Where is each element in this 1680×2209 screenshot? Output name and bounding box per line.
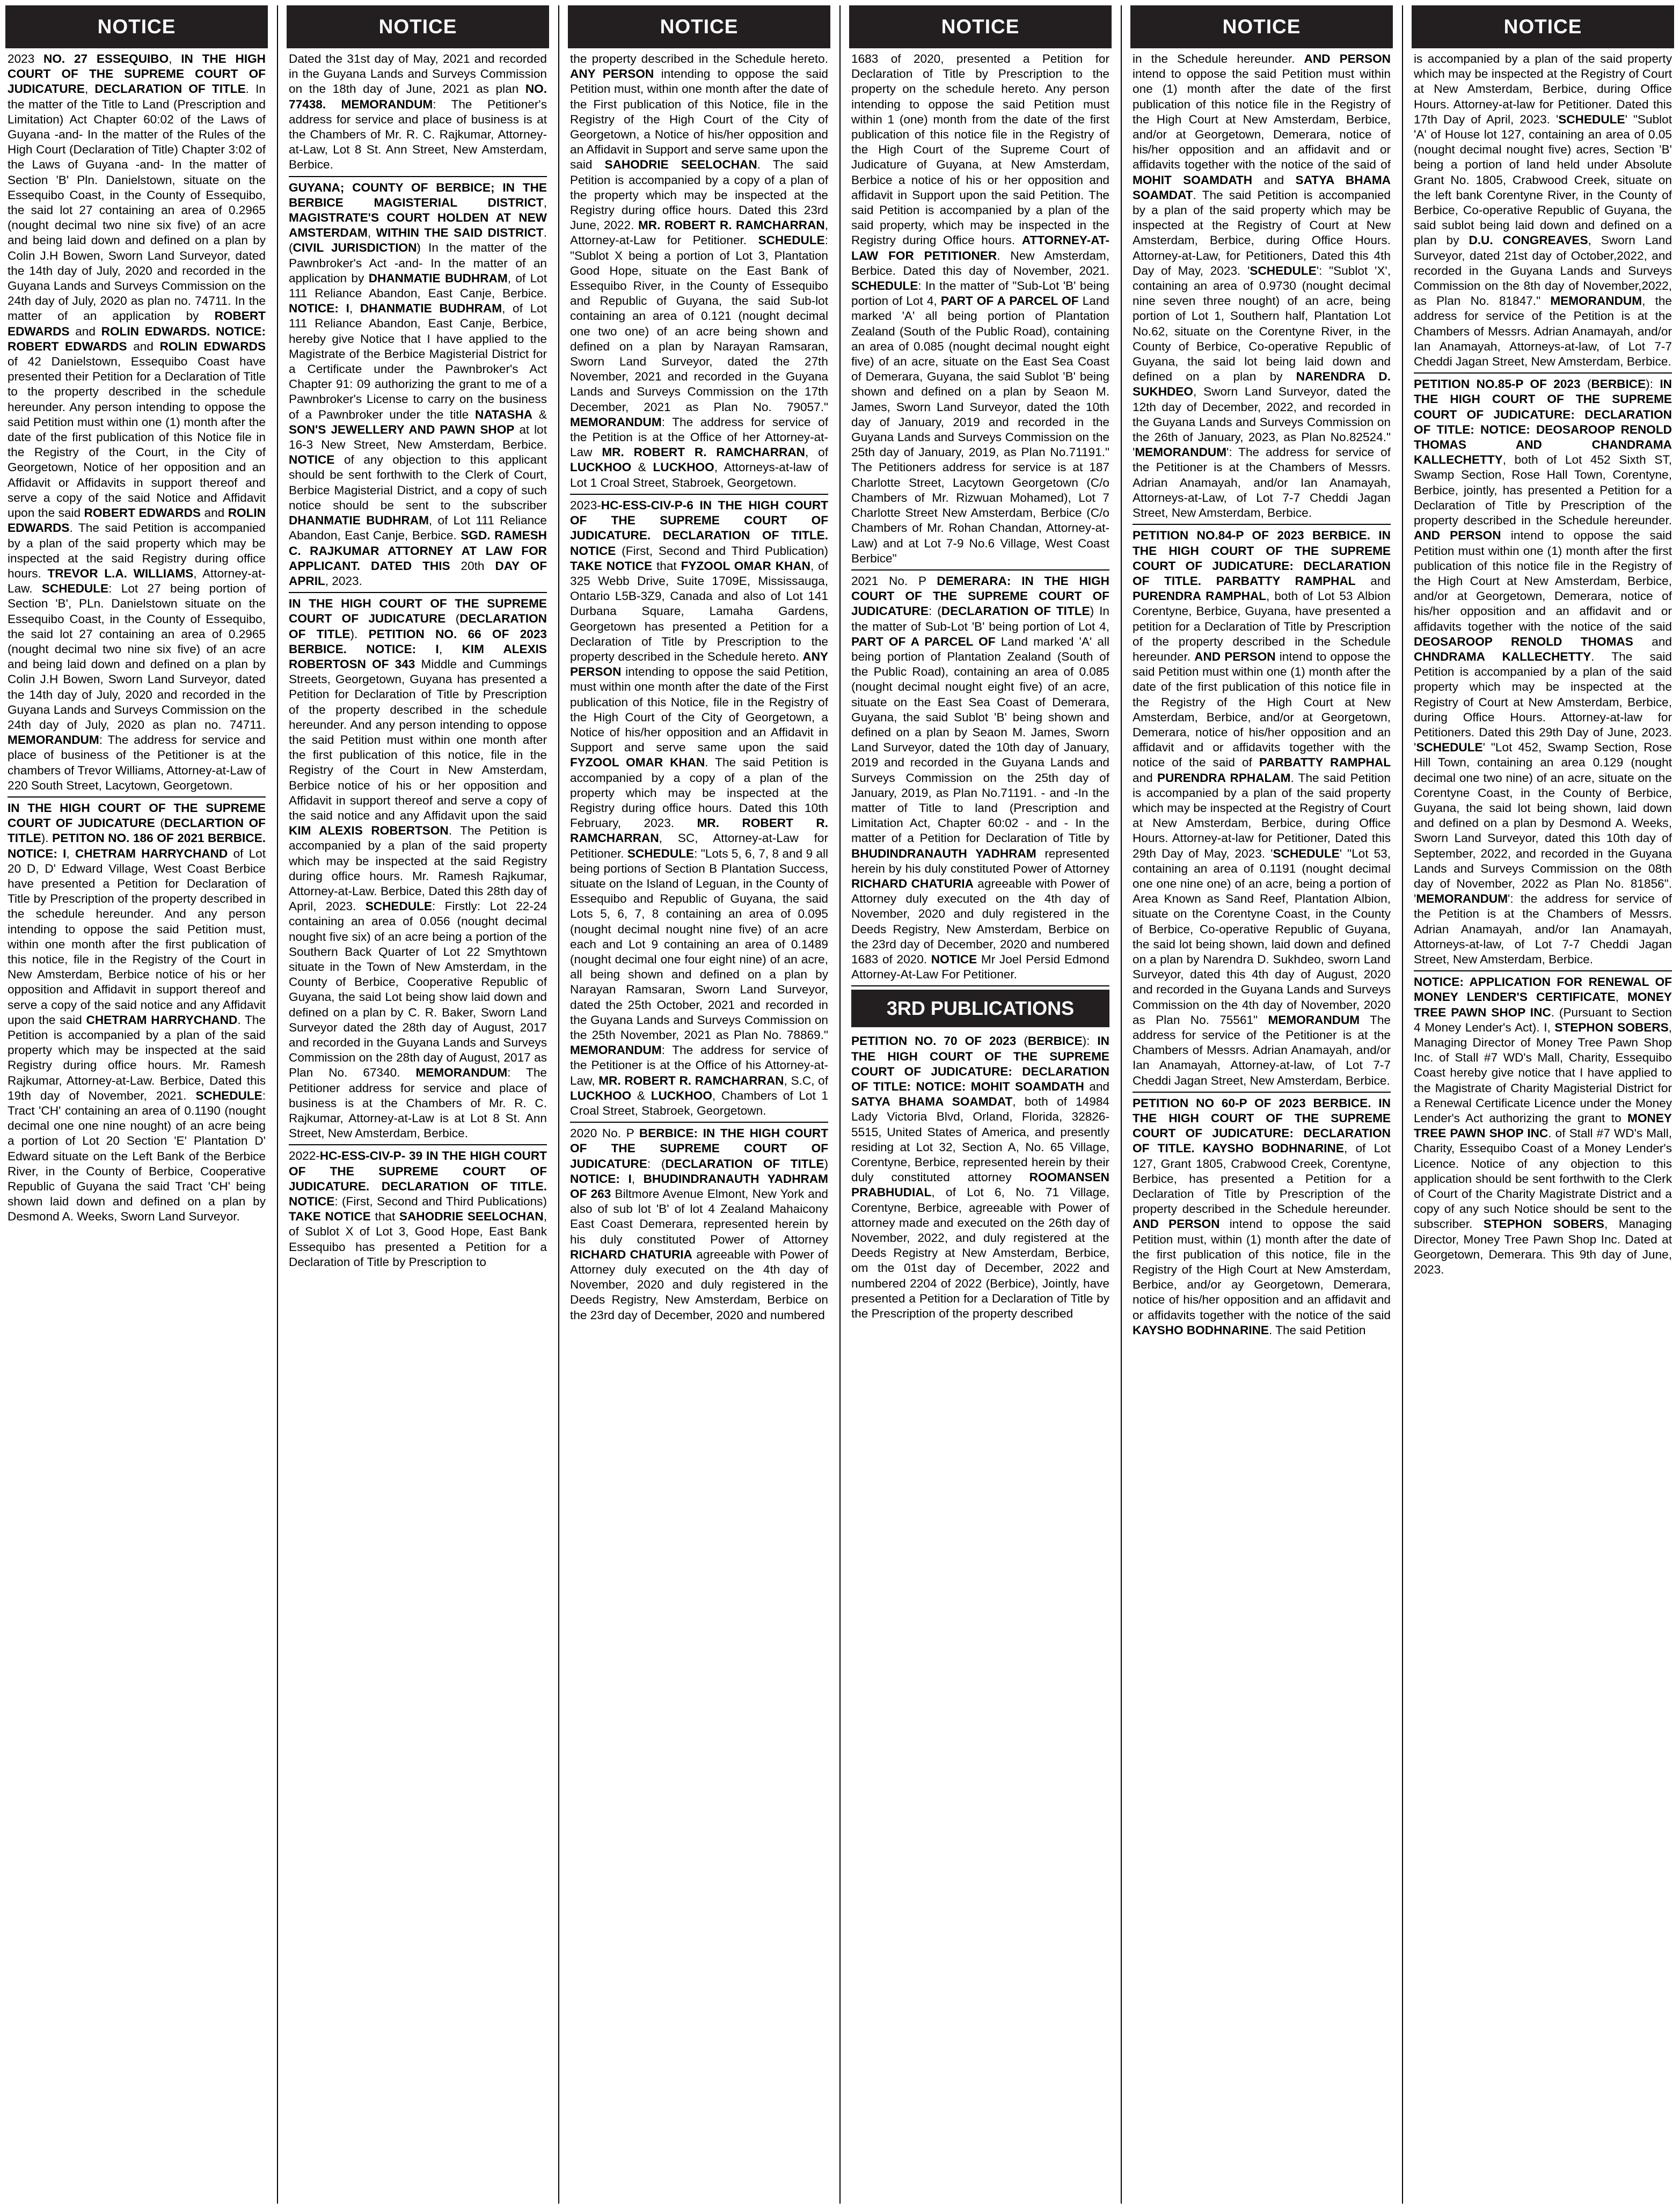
column-header: NOTICE (1130, 5, 1393, 48)
column-header: NOTICE (849, 5, 1112, 48)
legal-notice: 2023-HC-ESS-CIV-P-6 IN THE HIGH COURT OF THE SUPREME COURT OF JUDICATURE. DECLARATION OF TITLE. NOTICE (First, Second and Third Publication) TAKE NOTICE that FYZOOL OMAR KHAN, of 325 Webb Drive, Suite 1709E, Mississauga, Ontario L5B-3Z9, Canada and also of Lot 141 Durbana Square, Lamaha Gardens, Georgetown has presented a Petition for a Declaration of Title by Prescription to the property described in the Schedule hereto. ANY PERSON intending to oppose the said Petition, must within one month after the date of the First publication of this Notice, file in the Registry of the High Court of the City of Georgetown, a Notice of his/her opposition and an Affidavit in Support and serve same upon the said FYZOOL OMAR KHAN. The said Petition is accompanied by a copy of a plan of the property which may be inspected at the Registry during office hours. Dated this 10th February, 2023. MR. ROBERT R. RAMCHARRAN, SC, Attorney-at-Law for Petitioner. SCHEDULE: "Lots 5, 6, 7, 8 and 9 all being portions of Section B Plantation Success, situate on the Island of Leguan, in the County of Essequibo and Republic of Guyana, the said Lots 5, 6, 7, 8 containing an area of 0.095 (nought decimal nought nine five) of an acre each and Lot 9 containing an area of 0.1489 (nought decimal one four eight nine) of an acre, all being shown and defined on a plan by Narayan Ramsaran, Sworn Land Surveyor, dated the 25th October, 2021 and recorded in the Guyana Lands and Surveys Commission on the 25th November, 2021 as Plan No. 78869." MEMORANDUM: The address for service of the Petitioner is at the Office of his Attorney-at-Law, MR. ROBERT R. RAMCHARRAN, S.C, of LUCKHOO & LUCKHOO, Chambers of Lot 1 Croal Street, Stabroek, Georgetown. (570, 495, 828, 1123)
legal-notice: GUYANA; COUNTY OF BERBICE; IN THE BERBICE MAGISTERIAL DISTRICT, MAGISTRATE'S COURT HOLDEN AT NEW AMSTERDAM, WITHIN THE SAID DISTRICT. (CIVIL JURISDICTION) In the matter of the Pawnbroker's Act -and- In the matter of an application by DHANMATIE BUDHRAM, of Lot 111 Reliance Abandon, East Canje, Berbice. NOTICE: I, DHANMATIE BUDHRAM, of Lot 111 Reliance Abandon, East Canje, Berbice, hereby give Notice that I have applied to the Magistrate of the Berbice Magisterial District for a Certificate under the Pawnbroker's Act Chapter 91: 09 authorizing the grant to me of a Pawnbroker's License to carry on the business of a Pawnbroker under the title NATASHA & SON'S JEWELLERY AND PAWN SHOP at lot 16-3 New Street, New Amsterdam, Berbice. NOTICE of any objection to this applicant should be sent forthwith to the Clerk of Court, Berbice Magisterial District, and a copy of such notice should be sent to the subscriber DHANMATIE BUDHRAM, of Lot 111 Reliance Abandon, East Canje, Berbice. SGD. RAMESH C. RAJKUMAR ATTORNEY AT LAW FOR APPLICANT. DATED THIS 20th DAY OF APRIL, 2023. (289, 177, 547, 593)
legal-notice: IN THE HIGH COURT OF THE SUPREME COURT OF JUDICATURE (DECLARATION OF TITLE). PETITION NO. 66 OF 2023 BERBICE. NOTICE: I, KIM ALEXIS ROBERTOSN OF 343 Middle and Cummings Streets, Georgetown, Guyana has presented a Petition for Declaration of Title by Prescription of the property described in the schedule hereunder. And any person intending to oppose the said Petition must within one month after the first publication of this notice, file in the Registry of the Court in New Amsterdam, Berbice notice of his or her opposition and Affidavit in support thereof and serve a copy of the said notice and any Affidavit upon the said KIM ALEXIS ROBERTSON. The Petition is accompanied by a plan of the said property which may be inspected at the said Registry during office hours. Mr. Ramesh Rajkumar, Attorney-at-Law. Berbice, Dated this 28th day of April, 2023. SCHEDULE: Firstly: Lot 22-24 containing an area of 0.056 (nought decimal nought five six) of an acre being a portion of the Southern Back Quarter of Lot 22 Smythtown situate in the Town of New Amsterdam, in the County of Berbice, Cooperative Republic of Guyana, the said Lot being show laid down and defined on a plan by C. R. Baker, Sworn Land Surveyor dated the 28th day of August, 2017 and recorded in the Guyana Lands and Surveys Commission on the 28th day of August, 2017 as Plan No. 67340. MEMORANDUM: The Petitioner address for service and place of business is at the Chambers of Mr. R. C. Rajkumar, Attorney-at-Law is at Lot 8 St. Ann Street, New Amsterdam, Berbice. (289, 593, 547, 1145)
column-body (5, 48, 268, 1228)
column-divider (558, 5, 559, 2204)
legal-notice: is accompanied by a plan of the said property which may be inspected at the Registry of Court at New Amsterdam, Berbice, during Office Hours. Attorney-at-law for Petitioner. Dated this 17th Day of April, 2023. 'SCHEDULE' "Sublot 'A' of House lot 127, containing an area of 0.05 (nought decimal nought five) acres, Section 'B' being a portion of land held under Absolute Grant No. 1805, Crabwood Creek, situate on the left bank Corentyne River, in the County of Berbice, Co-operative Republic of Guyana, the said sublot being laid down and defined on a plan by D.U. CONGREAVES, Sworn Land Surveyor, dated 21st day of October,2022, and recorded in the Guyana Lands and Surveys Commission on the 8th day of November,2022, as Plan No. 81847." MEMORANDUM, the address for service of the Petition is at the Chambers of Messrs. Adrian Anamayah, and/or Ian Anamayah, Attorneys-at-law, of Lot 7-7 Cheddi Jagan Street, New Amsterdam, Berbice. (1414, 48, 1672, 374)
column-header: NOTICE (1412, 5, 1674, 48)
legal-notice: PETITION NO.85-P OF 2023 (BERBICE): IN THE HIGH COURT OF THE SUPREME COURT OF JUDICATURE: DECLARATION OF TITLE: NOTICE: DEOSAROOP RENOLD THOMAS AND CHANDRAMA KALLECHETTY, both of Lot 452 Sixth ST, Swamp Section, Rose Hall Town, Corentyne, Berbice, jointly, has presented a Petition for a Declaration of Title by Prescription of the property described in the Schedule hereunder. AND PERSON intend to oppose the said Petition must within one (1) month after the first publication of this notice file in the Registry of the High Court at New Amsterdam, Berbice, and/or at Georgetown, Demerara, notice of his/her opposition and an affidavit and or affidavits together with the notice of the said DEOSAROOP RENOLD THOMAS and CHNDRAMA KALLECHETTY. The said Petition is accompanied by a plan of the said property which may be inspected at the Registry of Court at New Amsterdam, Berbice, during Office Hours. Attorney-at-law for Petitioners. Dated this 29th Day of June, 2023. 'SCHEDULE' "Lot 452, Swamp Section, Rose Hill Town, containing an area 0.129 (nought decimal one two nine) of an acre, situate on the Corentyne Coast, in the County of Berbice, Guyana, the said lot being shown, laid down and defined on a plan by Desmond A. Weeks, Sworn Land Surveyor, dated this 10th day of September, 2022, and recorded in the Guyana Lands and Surveys Commission on the 08th day of November, 2022 as Plan No. 81856". 'MEMORANDUM': the address for service of the Petition is at the Chambers of Messrs. Adrian Anamayah, and/or Ian Anamayah, Attorneys-at-law, of Lot 7-7 Cheddi Jagan Street, New Amsterdam, Berbice. (1414, 374, 1672, 971)
legal-notice: 2023 NO. 27 ESSEQUIBO, IN THE HIGH COURT OF THE SUPREME COURT OF JUDICATURE, DECLARATION OF TITLE. In the matter of the Title to Land (Prescription and Limitation) Act Chapter 60:02 of the Laws of Guyana -and- In the matter of the Rules of the High Court (Declaration of Title) Chapter 3:02 of the Laws of Guyana -and- In the matter of Section 'B' Pln. Danielstown, situate on the Essequibo Coast, in the County of Essequibo, the said lot 27 containing an area of 0.2965 (nought decimal two nine six five) of an acre and being laid down and defined on a plan by Colin J.H Bowen, Sworn Land Surveyor, dated the 14th day of July, 2020 and recorded in the Guyana Lands and Surveys Commission on the 24th day of July, 2020 as plan no. 74711. In the matter of an application by ROBERT EDWARDS and ROLIN EDWARDS. NOTICE: ROBERT EDWARDS and ROLIN EDWARDS of 42 Danielstown, Essequibo Coast have presented their Petition for a Declaration of Title to the property described in the schedule hereunder. Any person intending to oppose the said Petition must within one (1) month after the date of the first publication of this Notice file in the Registry of the Court, in the City of Georgetown, Notice of her opposition and an Affidavit or Affidavits in support thereof and serve a copy of the said Notice and Affidavit upon the said ROBERT EDWARDS and ROLIN EDWARDS. The said Petition is accompanied by a plan of the said property which may be inspected at the said Registry during office hours. TREVOR L.A. WILLIAMS, Attorney-at-Law. SCHEDULE: Lot 27 being portion of Section 'B', PLn. Danielstown situate on the Essequibo Coast, in the County of Essequibo, the said lot 27 containing an area of 0.2965 (nought decimal two nine six five) of an acre and being laid down and defined on a plan by Colin J.H Bowen, Sworn Land Surveyor, dated the 14th day of July, 2020 and recorded in the Guyana Lands and Surveys Commission on the 24th day of July, 2020 as plan no. 74711. MEMORANDUM: The address for service and place of business of the Petitioner is at the chambers of Trevor Williams, Attorney-at-Law of 220 South Street, Lacytown, Georgetown. (8, 48, 266, 798)
legal-notice: 2021 No. P DEMERARA: IN THE HIGH COURT OF THE SUPREME COURT OF JUDICATURE: (DECLARATION OF TITLE) In the matter of Sub-Lot 'B' being portion of Lot 4, PART OF A PARCEL OF Land marked 'A' all being portion of Plantation Zealand (South of the Public Road), containing an area of 0.085 (nought decimal nought eight five) of an acre, situate on the East Sea Coast of Demerara, Guyana, the said Sublot 'B' being shown and defined on a plan by Seaon M. James, Sworn Land Surveyor, dated the 10th day of January, 2019 and recorded in the Guyana Lands and Surveys Commission on the 25th day of January, 2019, as Plan No.71191. - and -In the matter of Title to land (Prescription and Limitation Act, Chapter 60:02 - and - In the matter of a Petition for Declaration of Title by BHUDINDRANAUTH YADHRAM represented herein by his duly constituted Power of Attorney RICHARD CHATURIA agreeable with Power of Attorney duly executed on the 4th day of November, 2020 and duly registered in the Deeds Registry, New Amsterdam, Berbice on the 23rd day of December, 2020 and numbered 1683 of 2020. NOTICE Mr Joel Persid Edmond Attorney-At-Law For Petitioner. (851, 570, 1109, 986)
column-header: NOTICE (5, 5, 268, 48)
legal-notice: PETITION NO 60-P OF 2023 BERBICE. IN THE HIGH COURT OF THE SUPREME COURT OF JUDICATURE: DECLARATION OF TITLE. KAYSHO BODHNARINE, of Lot 127, Grant 1805, Crabwood Creek, Corentyne, Berbice, has presented a Petition for a Declaration of Title by Prescription of the property described in the Schedule hereunder. AND PERSON intend to oppose the said Petition must, within (1) month after the date of the first publication of this notice, file in the Registry of the High Court at New Amsterdam, Berbice, and/or ay Georgetown, Demerara, notice of his/her opposition and an affidavit and or affidavits together with the notice of the said KAYSHO BODHNARINE. The said Petition (1133, 1096, 1391, 1337)
notice-column (568, 5, 830, 2204)
column-divider (277, 5, 278, 2204)
column-divider (1121, 5, 1122, 2204)
column-divider (839, 5, 841, 2204)
legal-notice: PETITION NO.84-P OF 2023 BERBICE. IN THE HIGH COURT OF THE SUPREME COURT OF JUDICATURE: DECLARATION OF TITLE. PARBATTY RAMPHAL and PURENDRA RAMPHAL, both of Lot 53 Albion Corentyne, Berbice, Guyana, have presented a petition for a Declaration of Title by Prescription of the property described in the Schedule hereunder. AND PERSON intend to oppose the said Petition must within one (1) month after the date of the first publication of this notice file in the Registry of the High Court at New Amsterdam, Berbice, and/or at Georgetown, Demerara, notice of his/her opposition and an affidavit and or affidavits together with the notice of the said of PARBATTY RAMPHAL and PURENDRA RPHALAM. The said Petition is accompanied by a plan of the said property which may be inspected at the Registry of Court at New Amsterdam, Berbice, during Office Hours. Attorney-at-law for Petitioner, Dated this 29th Day of May, 2023. 'SCHEDULE' "Lot 53, containing an area of 0.1191 (nought decimal one one nine one) of an acre, being a portion of Area Known as Sand Reef, Plantation Albion, situate on the Corentyne Coast, in the County of Berbice, Co-operative Republic of Guyana, the said lot being shown, laid down and defined on a plan by Narendra D. Sukhdeo, sworn Land Surveyor, dated this 4th day of August, 2020 and recorded in the Guyana Lands and Surveys Commission on the 4th day of November, 2020 as Plan No. 75561" MEMORANDUM The address for service of the Petitioner is at the Chambers of Messrs. Adrian Anamayah, and/or Ian Anamayah, Attorney-at-law, of Lot 7-7 Cheddi Jagan Street, New Amsterdam, Berbice. (1133, 525, 1391, 1093)
notice-column (1130, 5, 1393, 2204)
legal-notice: 2020 No. P BERBICE: IN THE HIGH COURT OF THE SUPREME COURT OF JUDICATURE: (DECLARATION OF TITLE) NOTICE: I, BHUDINDRANAUTH YADHRAM OF 263 Biltmore Avenue Elmont, New York and also of sub lot 'B' of lot 4 Zealand Mahaicony East Coast Demerara, represented herein by his duly constituted Power of Attorney RICHARD CHATURIA agreeable with Power of Attorney duly executed on the 4th day of November, 2020 and duly registered in the Deeds Registry, New Amsterdam, Berbice on the 23rd day of December, 2020 and numbered (570, 1127, 829, 1322)
column-divider (1402, 5, 1403, 2204)
legal-notice: 1683 of 2020, presented a Petition for Declaration of Title by Prescription to the property on the schedule hereto. Any person intending to oppose the said Petition must within 1 (one) month from the date of the first publication of this notice file in the Registry of the High Court of the Supreme Court of Judicature of Guyana, at New Amsterdam, Berbice a notice of his or her opposition and affidavit in Support upon the said Petition. The said Petition is accompanied by a plan of the said property, which may be inspected in the Registry during Office hours. ATTORNEY-AT-LAW FOR PETITIONER. New Amsterdam, Berbice. Dated this day of November, 2021. SCHEDULE: In the matter of "Sub-Lot 'B' being portion of Lot 4, PART OF A PARCEL OF Land marked 'A' all being portion of Plantation Zealand (South of the Public Road), containing an area of 0.085 (nought decimal nought eight five) of an acre, situate on the East Sea Coast of Demerara, Guyana, the said Sublot 'B' being shown and defined on a plan by Seaon M. James, Sworn Land Surveyor, dated the 10th day of January, 2019 and recorded in the Guyana Lands and Surveys Commission on the 25th day of January, 2019, as Plan No.71191." The Petitioners address for service is at 187 Charlotte Street, Lacytown Georgetown (C/o Chambers of Mr. Rizwuan Mohamed), Lot 7 Charlotte Street New Amsterdam, Berbice (C/o Chambers of Mr. Rohan Chandan, Attorney-at-Law) and at Lot 7-9 No.6 Village, West Coast Berbice" (851, 48, 1109, 570)
column-body (568, 48, 830, 1326)
notice-column (849, 5, 1112, 2204)
legal-notice: in the Schedule hereunder. AND PERSON intend to oppose the said Petition must within one (1) month after the date of the first publication of this notice file in the Registry of the High Court at New Amsterdam, Berbice, and/or at Georgetown, Demerara, notice of his/her opposition and an affidavit and or affidavits together with the notice of the said of MOHIT SOAMDATH and SATYA BHAMA SOAMDAT. The said Petition is accompanied by a plan of the said property which may be inspected at the Registry of Court at New Amsterdam, Berbice, during Office Hours. Attorney-at-Law, for Petitioners, Dated this 4th Day of May, 2023. 'SCHEDULE': "Sublot 'X', containing an area of 0.9730 (nought decimal nine seven three nought) of an acre, being portion of Lot 1, Southern half, Plantation Lot No.62, situate on the Corentyne River, in the County of Berbice, Co-operative Republic of Guyana, the said lot being laid down and defined on a plan by NARENDRA D. SUKHDEO, Sworn Land Surveyor, dated the 12th day of December, 2022, and recorded in the Guyana Lands and Surveys Commission on the 26th of January, 2023, as Plan No.82524." 'MEMORANDUM': The address for service of the Petitioner is at the Chambers of Messrs. Adrian Anamayah, and/or Ian Anamayah, Attorneys-at-Law, of Lot 7-7 Cheddi Jagan Street, New Amsterdam, Berbice. (1133, 48, 1391, 525)
notice-column (5, 5, 268, 2204)
notice-column (287, 5, 549, 2204)
section-banner: 3RD PUBLICATIONS (851, 990, 1109, 1027)
column-body (1412, 48, 1674, 1281)
legal-notice: IN THE HIGH COURT OF THE SUPREME COURT OF JUDICATURE (DECLARTION OF TITLE). PETITON NO. 186 OF 2021 BERBICE. NOTICE: I, CHETRAM HARRYCHAND of Lot 20 D, D' Edward Village, West Coast Berbice have presented a Petition for Declaration of Title by Prescription of the property described in the schedule hereunder. And any person intending to oppose the said Petition must, within one month after the first publication of this notice, file in the Registry of the Court in New Amsterdam, Berbice notice of his or her opposition and Affidavit in support thereof and serve a copy of the said notice and any Affidavit upon the said CHETRAM HARRYCHAND. The Petition is accompanied by a plan of the said property which may be inspected at the said Registry during office hours. Mr. Ramesh Rajkumar, Attorney-at-Law. Berbice, Dated this 19th day of November, 2021. SCHEDULE: Tract 'CH' containing an area of 0.1190 (nought decimal one one nine nought) of an acre being a portion of Lot 20 Section 'E' Plantation D' Edward situate on the Left Bank of the Berbice River, in the County of Berbice, Cooperative Republic of Guyana the said Tract 'CH' being shown laid down and defined on a plan by Desmond A. Weeks, Sworn Land Surveyor. (8, 801, 266, 1224)
column-body (287, 48, 549, 1273)
legal-notice: Dated the 31st day of May, 2021 and recorded in the Guyana Lands and Surveys Commission on the 18th day of June, 2021 as plan NO. 77438. MEMORANDUM: The Petitioner's address for service and place of business is at the Chambers of Mr. R. C. Rajkumar, Attorney-at-Law, Lot 8 St. Ann Street, New Amsterdam, Berbice. (289, 48, 547, 177)
notice-column (1412, 5, 1674, 2204)
column-body (849, 48, 1112, 1325)
column-body (1130, 48, 1393, 1341)
column-header: NOTICE (287, 5, 549, 48)
legal-notice: the property described in the Schedule hereto. ANY PERSON intending to oppose the said Petition must, within one month after the date of the First publication of this Notice, file in the Registry of the High Court of the City of Georgetown, a Notice of his/her opposition and an Affidavit in Support and serve same upon the said SAHODRIE SEELOCHAN. The said Petition is accompanied by a copy of a plan of the property which may be inspected at the Registry during office hours. Dated this 23rd June, 2022. MR. ROBERT R. RAMCHARRAN, Attorney-at-Law for Petitioner. SCHEDULE: "Sublot X being a portion of Lot 3, Plantation Good Hope, situate on the East Bank of Essequibo River, in the County of Essequibo and Republic of Guyana, the said Sub-lot containing an area of 0.121 (nought decimal one two one) of an acre being shown and defined on a plan by Narayan Ramsaran, Sworn Land Surveyor, dated the 27th November, 2021 and recorded in the Guyana Lands and Surveys Commission on the 17th December, 2021 as Plan No. 79057." MEMORANDUM: The address for service of the Petition is at the Office of her Attorney-at-Law MR. ROBERT R. RAMCHARRAN, of LUCKHOO & LUCKHOO, Attorneys-at-law of Lot 1 Croal Street, Stabroek, Georgetown. (570, 48, 828, 495)
newspaper-page (5, 5, 1675, 2204)
legal-notice: PETITION NO. 70 OF 2023 (BERBICE): IN THE HIGH COURT OF THE SUPREME COURT OF JUDICATURE: DECLARATION OF TITLE: NOTICE: MOHIT SOAMDATH and SATYA BHAMA SOAMDAT, both of 14984 Lady Victoria Blvd, Orland, Florida, 32826-5515, United States of America, and presently residing at Lot 32, Section A, No. 65 Village, Corentyne, Berbice, represented herein by their duly constituted attorney ROOMANSEN PRABHUDIAL, of Lot 6, No. 71 Village, Corentyne, Berbice, agreeable with Power of attorney made and executed on the 26th day of November, 2022, and duly registered at the Deeds Registry at New Amsterdam, Berbice, om the 01st day of December, 2022 and numbered 2204 of 2022 (Berbice), Jointly, have presented a Petition for a Declaration of Title by the Prescription of the property described (851, 1034, 1109, 1321)
legal-notice: NOTICE: APPLICATION FOR RENEWAL OF MONEY LENDER'S CERTIFICATE, MONEY TREE PAWN SHOP INC. (Pursuant to Section 4 Money Lender's Act). I, STEPHON SOBERS, Managing Director of Money Tree Pawn Shop Inc. of Stall #7 WD's Mall, Charity, Essequibo Coast hereby give notice that I have applied to the Magistrate of Charity Magisterial District for a Renewal Certificate Licence under the Money Lender's Act authorizing the grant to MONEY TREE PAWN SHOP INC. of Stall #7 WD's Mall, Charity, Essequibo Coast of a Money Lender's Licence. Notice of any objection to this application should be sent forthwith to the Clerk of Court of the Charity Magistrate District and a copy of any such Notice should be sent to the subscriber. STEPHON SOBERS, Managing Director, Money Tree Pawn Shop Inc. Dated at Georgetown, Demerara. This 9th day of June, 2023. (1414, 975, 1672, 1277)
column-header: NOTICE (568, 5, 830, 48)
legal-notice: 2022-HC-ESS-CIV-P- 39 IN THE HIGH COURT OF THE SUPREME COURT OF JUDICATURE. DECLARATION OF TITLE. NOTICE: (First, Second and Third Publications) TAKE NOTICE that SAHODRIE SEELOCHAN, of Sublot X of Lot 3, Good Hope, East Bank Essequibo has presented a Petition for a Declaration of Title by Prescription to (289, 1149, 547, 1269)
